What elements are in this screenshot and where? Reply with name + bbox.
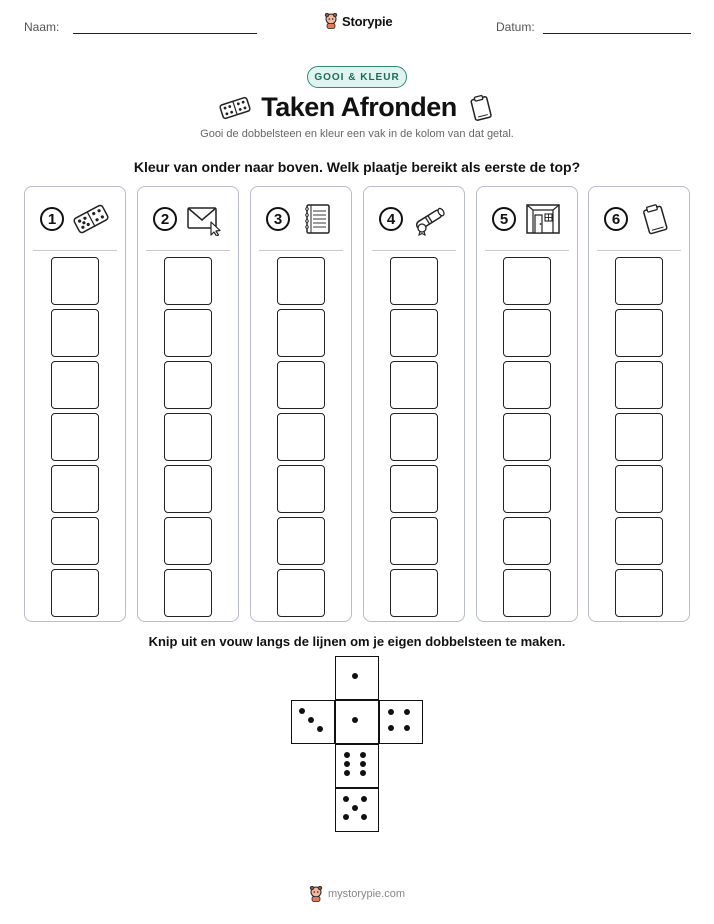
column-1 bbox=[24, 186, 126, 622]
color-cell[interactable] bbox=[503, 517, 551, 565]
instruction: Kleur van onder naar boven. Welk plaatje bereikt als eerste de top? bbox=[133, 159, 581, 175]
color-cell[interactable] bbox=[164, 413, 212, 461]
color-cell[interactable] bbox=[615, 309, 663, 357]
column-2 bbox=[137, 186, 239, 622]
color-cell[interactable] bbox=[277, 517, 325, 565]
column-number: 5 bbox=[492, 207, 516, 231]
column-5 bbox=[476, 186, 578, 622]
page-title: Taken Afronden bbox=[261, 92, 457, 122]
die-face-1[interactable] bbox=[335, 700, 379, 744]
brand-name: Storypie bbox=[342, 13, 393, 29]
color-cell[interactable] bbox=[51, 517, 99, 565]
brand-logo bbox=[324, 13, 392, 29]
die-face-3[interactable] bbox=[291, 700, 335, 744]
color-cell[interactable] bbox=[277, 309, 325, 357]
column-header bbox=[589, 201, 689, 237]
color-cell[interactable] bbox=[51, 257, 99, 305]
color-cell[interactable] bbox=[503, 465, 551, 513]
die-face-1[interactable] bbox=[335, 656, 379, 700]
clipboard-icon bbox=[636, 202, 674, 236]
column-header bbox=[25, 201, 125, 237]
column-number: 3 bbox=[266, 207, 290, 231]
category-badge: GOOI & KLEUR bbox=[307, 66, 407, 88]
color-cell[interactable] bbox=[615, 413, 663, 461]
color-cell[interactable] bbox=[503, 569, 551, 617]
envelope-click-icon bbox=[185, 202, 223, 236]
color-cell[interactable] bbox=[503, 309, 551, 357]
color-cell[interactable] bbox=[390, 309, 438, 357]
column-header bbox=[138, 201, 238, 237]
color-cell[interactable] bbox=[615, 465, 663, 513]
column-3 bbox=[250, 186, 352, 622]
color-cell[interactable] bbox=[615, 257, 663, 305]
die-face-4[interactable] bbox=[379, 700, 423, 744]
column-number: 2 bbox=[153, 207, 177, 231]
color-cell[interactable] bbox=[503, 361, 551, 409]
color-cell[interactable] bbox=[51, 413, 99, 461]
title-row bbox=[0, 92, 714, 123]
color-cell[interactable] bbox=[164, 309, 212, 357]
die-face-5[interactable] bbox=[335, 788, 379, 832]
color-cell[interactable] bbox=[51, 465, 99, 513]
subtitle: Gooi de dobbelsteen en kleur een vak in de kolom van dat getal. bbox=[200, 128, 514, 140]
color-cell[interactable] bbox=[277, 465, 325, 513]
notebook-icon bbox=[298, 202, 336, 236]
column-number: 1 bbox=[40, 207, 64, 231]
color-cell[interactable] bbox=[164, 257, 212, 305]
color-cell[interactable] bbox=[390, 257, 438, 305]
color-cell[interactable] bbox=[277, 257, 325, 305]
column-6 bbox=[588, 186, 690, 622]
domino-icon bbox=[72, 202, 110, 236]
color-cell[interactable] bbox=[164, 517, 212, 565]
color-cell[interactable] bbox=[615, 517, 663, 565]
domino-icon bbox=[219, 96, 251, 120]
color-cell[interactable] bbox=[51, 309, 99, 357]
color-cell[interactable] bbox=[390, 517, 438, 565]
color-cell[interactable] bbox=[390, 569, 438, 617]
color-cell[interactable] bbox=[503, 413, 551, 461]
footer bbox=[0, 886, 714, 902]
column-header bbox=[251, 201, 351, 237]
color-cell[interactable] bbox=[390, 413, 438, 461]
column-number: 6 bbox=[604, 207, 628, 231]
color-cell[interactable] bbox=[164, 569, 212, 617]
color-cell[interactable] bbox=[503, 257, 551, 305]
column-header bbox=[364, 201, 464, 237]
color-cell[interactable] bbox=[277, 413, 325, 461]
color-cell[interactable] bbox=[51, 361, 99, 409]
color-cell[interactable] bbox=[615, 569, 663, 617]
footer-url[interactable]: mystorypie.com bbox=[327, 888, 406, 900]
color-cell[interactable] bbox=[390, 465, 438, 513]
color-cell[interactable] bbox=[277, 569, 325, 617]
clipboard-icon bbox=[467, 93, 495, 123]
date-label: Datum: bbox=[496, 20, 535, 34]
name-label: Naam: bbox=[24, 20, 60, 34]
color-cell[interactable] bbox=[164, 465, 212, 513]
name-line[interactable] bbox=[73, 33, 257, 34]
cut-instruction: Knip uit en vouw langs de lijnen om je eigen dobbelsteen te maken. bbox=[148, 634, 566, 649]
diploma-scroll-icon bbox=[411, 202, 449, 236]
color-cell[interactable] bbox=[615, 361, 663, 409]
color-cell[interactable] bbox=[390, 361, 438, 409]
storypie-mascot-icon bbox=[324, 13, 338, 29]
storypie-mascot-icon bbox=[309, 886, 323, 902]
color-cell[interactable] bbox=[277, 361, 325, 409]
color-cell[interactable] bbox=[51, 569, 99, 617]
column-4 bbox=[363, 186, 465, 622]
die-face-6[interactable] bbox=[335, 744, 379, 788]
color-cell[interactable] bbox=[164, 361, 212, 409]
column-number: 4 bbox=[379, 207, 403, 231]
date-line[interactable] bbox=[543, 33, 691, 34]
column-header bbox=[477, 201, 577, 237]
room-door-icon bbox=[524, 202, 562, 236]
